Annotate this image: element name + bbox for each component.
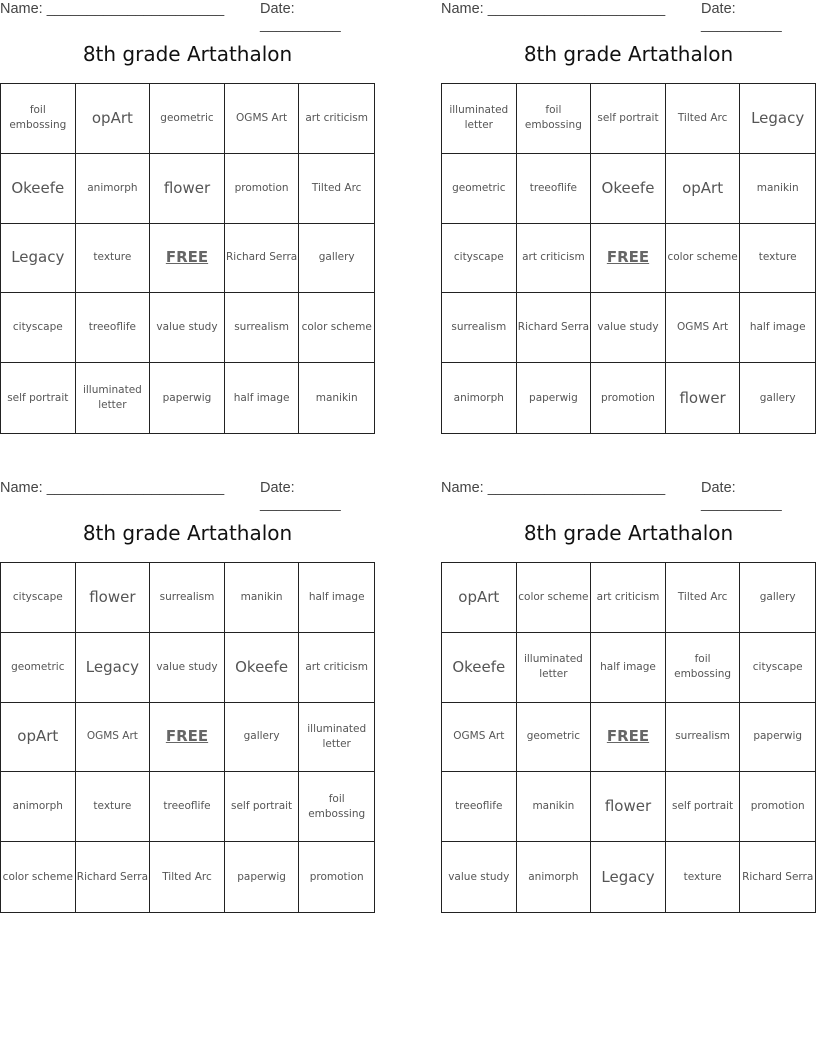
bingo-cell: paperwig [517,363,592,433]
bingo-cell: value study [150,633,225,703]
bingo-cell: texture [740,224,815,294]
bingo-cell: gallery [759,391,796,404]
bingo-cell: treeoflife [517,154,592,224]
bingo-cell: surrealism [225,293,300,363]
bingo-grid [0,83,375,434]
bingo-cell: Tilted Arc [299,154,374,224]
bingo-cell: promotion [309,870,364,883]
bingo-cell: Richard Serra [225,224,300,294]
bingo-cell: paperwig [225,842,300,912]
bingo-cell: art criticism [299,633,374,703]
bingo-cell: self portrait [666,772,741,842]
bingo-cell: surrealism [442,293,517,363]
bingo-cell: Tilted Arc [666,84,741,154]
bingo-cell: value study [591,293,666,363]
bingo-cell: cityscape [740,633,815,703]
bingo-cell: illuminated letter [517,633,592,703]
bingo-cell: flower [591,772,666,842]
bingo-cell: texture [76,772,151,842]
bingo-cell: animorph [76,154,151,224]
bingo-cell: OGMS Art [666,293,741,363]
bingo-cell: art criticism [517,224,592,294]
bingo-card [0,0,375,435]
free-space-cell: FREE [150,224,225,294]
bingo-cell: animorph [517,842,592,912]
bingo-cell: foil embossing [666,633,741,703]
bingo-cell: treeoflife [76,293,151,363]
bingo-cell: cityscape [442,224,517,294]
bingo-cell: color scheme [517,563,592,633]
bingo-cell: treeoflife [150,772,225,842]
date-field-label: Date: __________ [701,480,782,512]
date-field-label: Date: __________ [260,1,341,33]
bingo-cell: OGMS Art [442,703,517,773]
bingo-cell: Okeefe [442,633,517,703]
card-header [441,1,816,33]
bingo-cell: flower [666,363,741,433]
bingo-cell: promotion [225,154,300,224]
bingo-cell: gallery [740,563,815,633]
bingo-cell: gallery [299,224,374,294]
bingo-cell: illuminated letter [76,363,151,433]
bingo-cell: cityscape [1,293,76,363]
name-field-label: Name: ______________________ [441,1,666,17]
bingo-card [0,479,375,914]
bingo-cell: Richard Serra [742,870,814,883]
bingo-cell: paperwig [150,363,225,433]
bingo-cell: geometric [150,84,225,154]
bingo-cell: animorph [1,772,76,842]
card-header [441,480,816,512]
bingo-cell: half image [225,363,300,433]
bingo-cell: geometric [517,703,592,773]
bingo-cell: manikin [517,772,592,842]
card-header [0,480,375,512]
card-title: 8th grade Artathalon [523,42,734,66]
bingo-cell: texture [76,224,151,294]
bingo-card [441,479,816,914]
bingo-cell: manikin [740,154,815,224]
bingo-cell: Tilted Arc [150,842,225,912]
name-field-label: Name: ______________________ [0,480,225,496]
bingo-cell: promotion [740,772,815,842]
bingo-cell: half image [591,633,666,703]
bingo-cell: texture [666,842,741,912]
date-field-label: Date: __________ [701,1,782,33]
bingo-cell: self portrait [225,772,300,842]
bingo-cell: color scheme [299,293,374,363]
bingo-cell: manikin [225,563,300,633]
bingo-cell: animorph [442,363,517,433]
bingo-cell: illuminated letter [299,703,374,773]
bingo-cell: art criticism [299,84,374,154]
card-header [0,1,375,33]
bingo-cell: self portrait [1,363,76,433]
bingo-cell: self portrait [591,84,666,154]
bingo-cell: flower [76,563,151,633]
bingo-grid [0,562,375,913]
free-space-cell: FREE [150,703,225,773]
bingo-cell: promotion [591,363,666,433]
name-field-label: Name: ______________________ [0,1,225,17]
bingo-cell: foil embossing [1,84,76,154]
bingo-grid [441,83,816,434]
bingo-cell: color scheme [1,842,76,912]
bingo-cell: OGMS Art [225,84,300,154]
bingo-cell: half image [299,563,374,633]
bingo-cell: Okeefe [1,154,76,224]
bingo-cell: opArt [442,563,517,633]
bingo-cell: Okeefe [591,154,666,224]
name-field-label: Name: ______________________ [441,480,666,496]
bingo-cell: treeoflife [442,772,517,842]
bingo-cell: geometric [1,633,76,703]
free-space-cell: FREE [591,224,666,294]
bingo-cell: art criticism [591,563,666,633]
bingo-cell: flower [150,154,225,224]
bingo-cell: Legacy [591,842,666,912]
bingo-cell: Legacy [740,84,815,154]
bingo-cell: Legacy [1,224,76,294]
bingo-cell: value study [150,293,225,363]
bingo-cell: surrealism [150,563,225,633]
bingo-card [441,0,816,435]
bingo-cell: OGMS Art [76,703,151,773]
bingo-grid [441,562,816,913]
date-field-label: Date: __________ [260,480,341,512]
bingo-cell: Tilted Arc [666,563,741,633]
bingo-cell: geometric [442,154,517,224]
bingo-cell: foil embossing [299,772,374,842]
bingo-cell: paperwig [740,703,815,773]
bingo-cell: Richard Serra [517,293,592,363]
free-space-cell: FREE [591,703,666,773]
bingo-cell: gallery [225,703,300,773]
bingo-cell: cityscape [1,563,76,633]
bingo-cell: Legacy [76,633,151,703]
bingo-cell: illuminated letter [442,84,517,154]
bingo-cell: half image [740,293,815,363]
bingo-cell: foil embossing [517,84,592,154]
bingo-cell: opArt [666,154,741,224]
bingo-cell: opArt [1,703,76,773]
bingo-cell: opArt [76,84,151,154]
bingo-cell: manikin [315,391,358,404]
card-title: 8th grade Artathalon [523,521,734,545]
card-title: 8th grade Artathalon [82,521,293,545]
bingo-cell: Okeefe [225,633,300,703]
bingo-cell: Richard Serra [76,842,151,912]
card-title: 8th grade Artathalon [82,42,293,66]
bingo-cell: surrealism [666,703,741,773]
bingo-cell: value study [442,842,517,912]
bingo-cell: color scheme [666,224,741,294]
